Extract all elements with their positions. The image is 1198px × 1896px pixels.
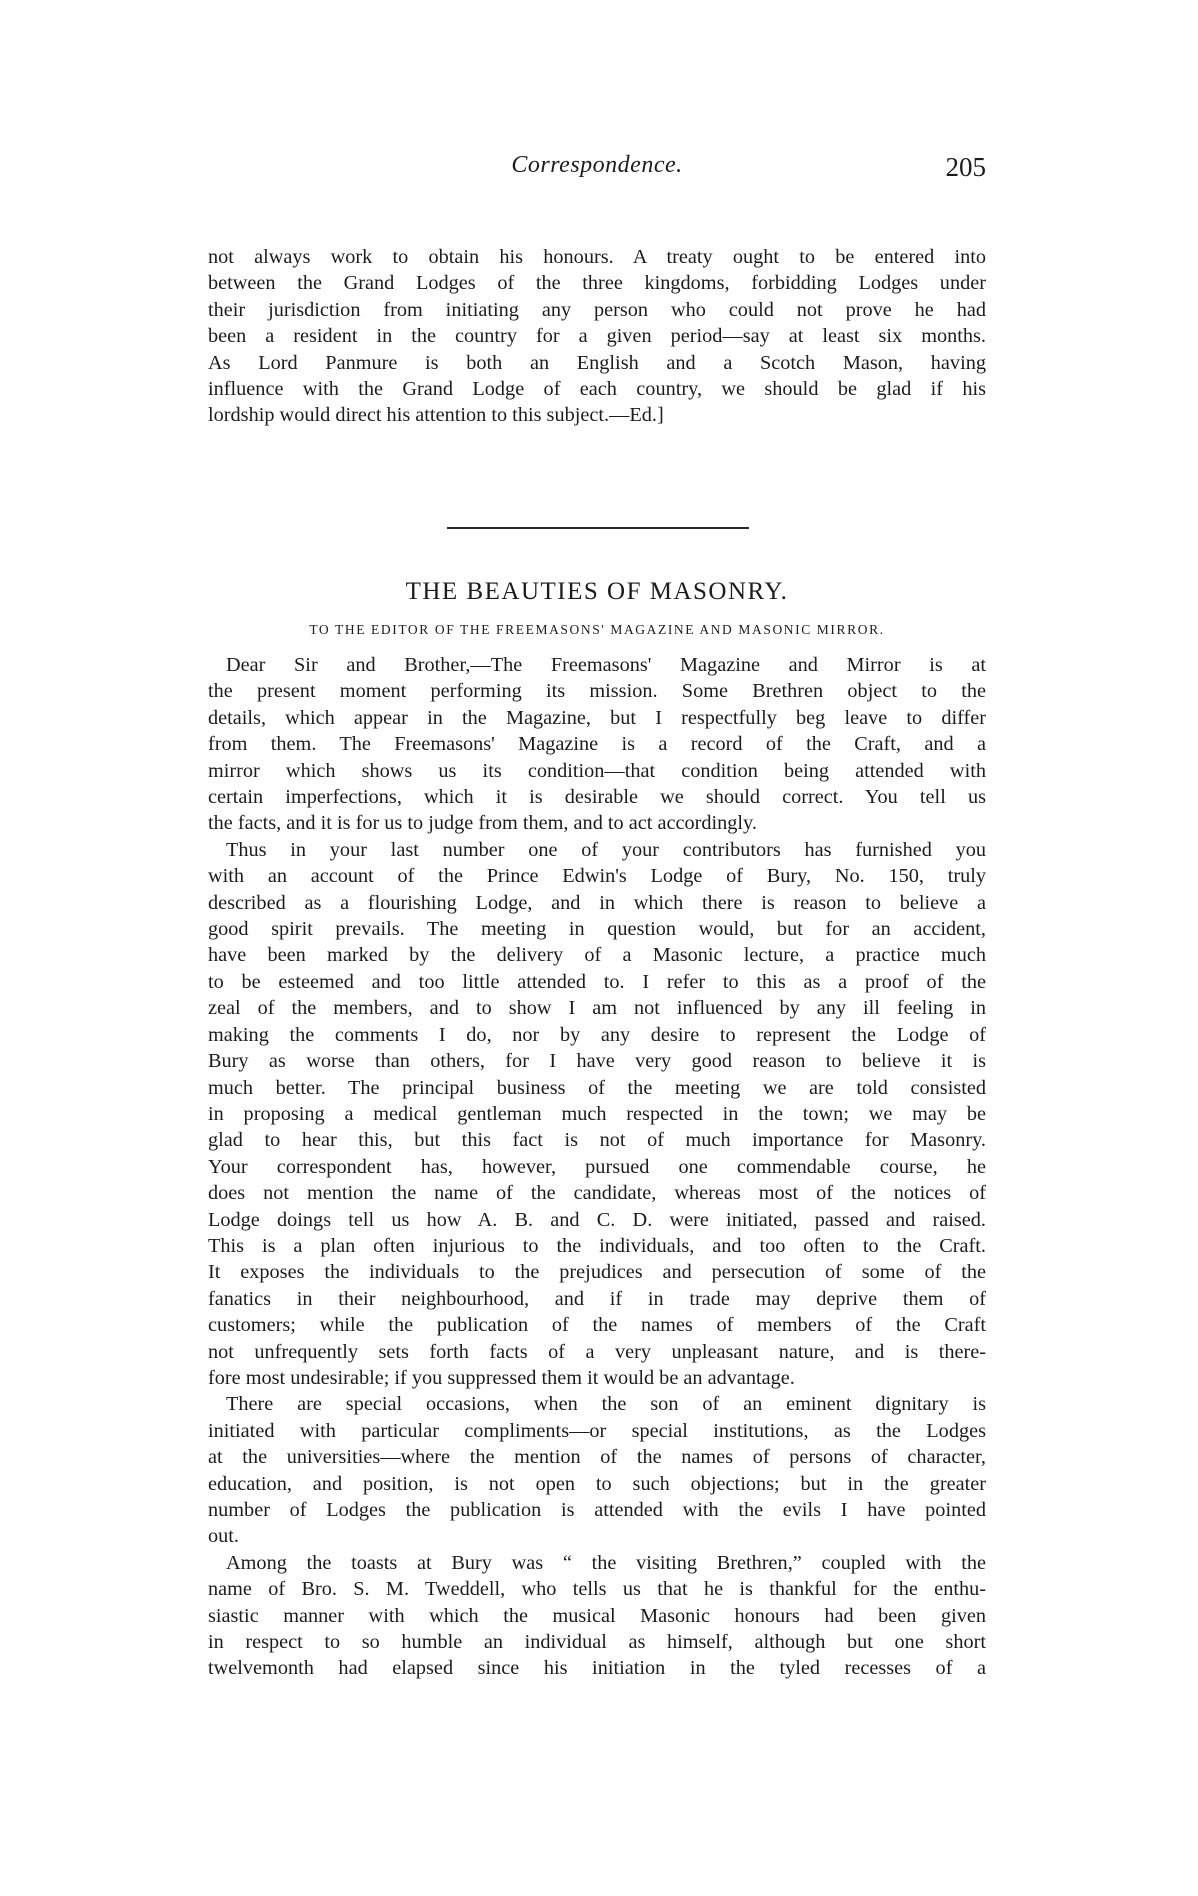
text-line: the facts, and it is for us to judge from them, and to act accordingly. (208, 812, 757, 835)
text-line: between the Grand Lodges of the three kingdoms, forbidding Lodges under (208, 272, 986, 295)
text-line: Dear Sir and Brother,—The Freemasons' Magazine and Mirror is at (226, 654, 986, 676)
text-line: fanatics in their neighbourhood, and if in trade may deprive them of (208, 1287, 986, 1310)
editor-note (208, 244, 986, 429)
text-line: their jurisdiction from initiating any person who could not prove he had (208, 298, 986, 321)
text-line: in proposing a medical gentleman much respected in the town; we may be (208, 1102, 986, 1125)
text-line: not unfrequently sets forth facts of a very unpleasant nature, and is there- (208, 1340, 986, 1363)
text-line: education, and position, is not open to such objections; but in the greater (208, 1472, 986, 1495)
article-title: THE BEAUTIES OF MASONRY. (405, 578, 789, 605)
text-line: good spirit prevails. The meeting in question would, but for an accident, (208, 918, 986, 941)
text-line: siastic manner with which the musical Masonic honours had been given (208, 1604, 986, 1627)
text-line: It exposes the individuals to the prejudices and persecution of some of the (208, 1261, 986, 1284)
letter-address: TO THE EDITOR OF THE FREEMASONS' MAGAZINE AND MASONIC MIRROR. (309, 622, 885, 637)
text-line: does not mention the name of the candidate, whereas most of the notices of (208, 1182, 986, 1205)
editor-note-paragraph (208, 244, 986, 429)
page-number: 205 (945, 152, 986, 182)
text-line: not always work to obtain his honours. A treaty ought to be entered into (208, 246, 986, 268)
text-line: glad to hear this, but this fact is not of much importance for Masonry. (208, 1129, 986, 1152)
text-line: As Lord Panmure is both an English and a Scotch Mason, having (208, 351, 986, 374)
text-line: much better. The principal business of the meeting we are told consisted (208, 1076, 986, 1099)
running-head (208, 152, 986, 192)
text-line: Among the toasts at Bury was “ the visiting Brethren,” coupled with the (226, 1551, 986, 1574)
text-line: influence with the Grand Lodge of each country, we should be glad if his (208, 378, 986, 401)
section-divider (447, 527, 749, 529)
text-line: at the universities—where the mention of the names of persons of character, (208, 1446, 986, 1469)
text-line: been a resident in the country for a given period—say at least six months. (208, 325, 986, 348)
text-line: have been marked by the delivery of a Masonic lecture, a practice much (208, 944, 986, 967)
text-line: mirror which shows us its condition—that condition being attended with (208, 759, 986, 782)
text-line: initiated with particular compliments—or special institutions, as the Lodges (208, 1419, 986, 1442)
paragraph (208, 837, 986, 1392)
text-line: name of Bro. S. M. Tweddell, who tells us that he is thankful for the enthu- (208, 1578, 986, 1601)
text-line: lordship would direct his attention to this subject.—Ed.] (208, 404, 664, 427)
running-title: Correspondence. (511, 152, 683, 178)
text-line: Your correspondent has, however, pursued one commendable course, he (208, 1155, 986, 1178)
text-line: Lodge doings tell us how A. B. and C. D. were initiated, passed and raised. (208, 1208, 986, 1231)
text-line: details, which appear in the Magazine, but I respectfully beg leave to differ (208, 706, 986, 729)
text-line: in respect to so humble an individual as himself, although but one short (208, 1631, 986, 1654)
text-line: This is a plan often injurious to the individuals, and too often to the Craft. (208, 1234, 986, 1257)
text-line: Thus in your last number one of your contributors has furnished you (226, 838, 986, 861)
text-line: There are special occasions, when the son of an eminent dignitary is (226, 1393, 986, 1416)
text-line: customers; while the publication of the names of members of the Craft (208, 1314, 986, 1337)
text-line: Bury as worse than others, for I have very good reason to believe it is (208, 1050, 986, 1073)
text-line: fore most undesirable; if you suppressed them it would be an advantage. (208, 1366, 795, 1389)
text-line: twelvemonth had elapsed since his initiation in the tyled recesses of a (208, 1657, 986, 1680)
text-line: to be esteemed and too little attended to. I refer to this as a proof of the (208, 970, 986, 993)
paragraph (208, 652, 986, 837)
text-line: described as a flourishing Lodge, and in which there is reason to believe a (208, 891, 986, 914)
text-line: number of Lodges the publication is attended with the evils I have pointed (208, 1499, 986, 1521)
text-line: from them. The Freemasons' Magazine is a record of the Craft, and a (208, 733, 986, 756)
paragraph (208, 1550, 986, 1682)
text-line: zeal of the members, and to show I am not influenced by any ill feeling in (208, 997, 986, 1020)
text-line: making the comments I do, nor by any desire to represent the Lodge of (208, 1023, 986, 1046)
text-line: certain imperfections, which it is desirable we should correct. You tell us (208, 786, 986, 809)
text-line: out. (208, 1525, 239, 1548)
text-line: the present moment performing its mission. Some Brethren object to the (208, 680, 986, 703)
article-body (208, 652, 986, 1682)
text-line: with an account of the Prince Edwin's Lodge of Bury, No. 150, truly (208, 865, 986, 888)
paragraph (208, 1391, 986, 1549)
